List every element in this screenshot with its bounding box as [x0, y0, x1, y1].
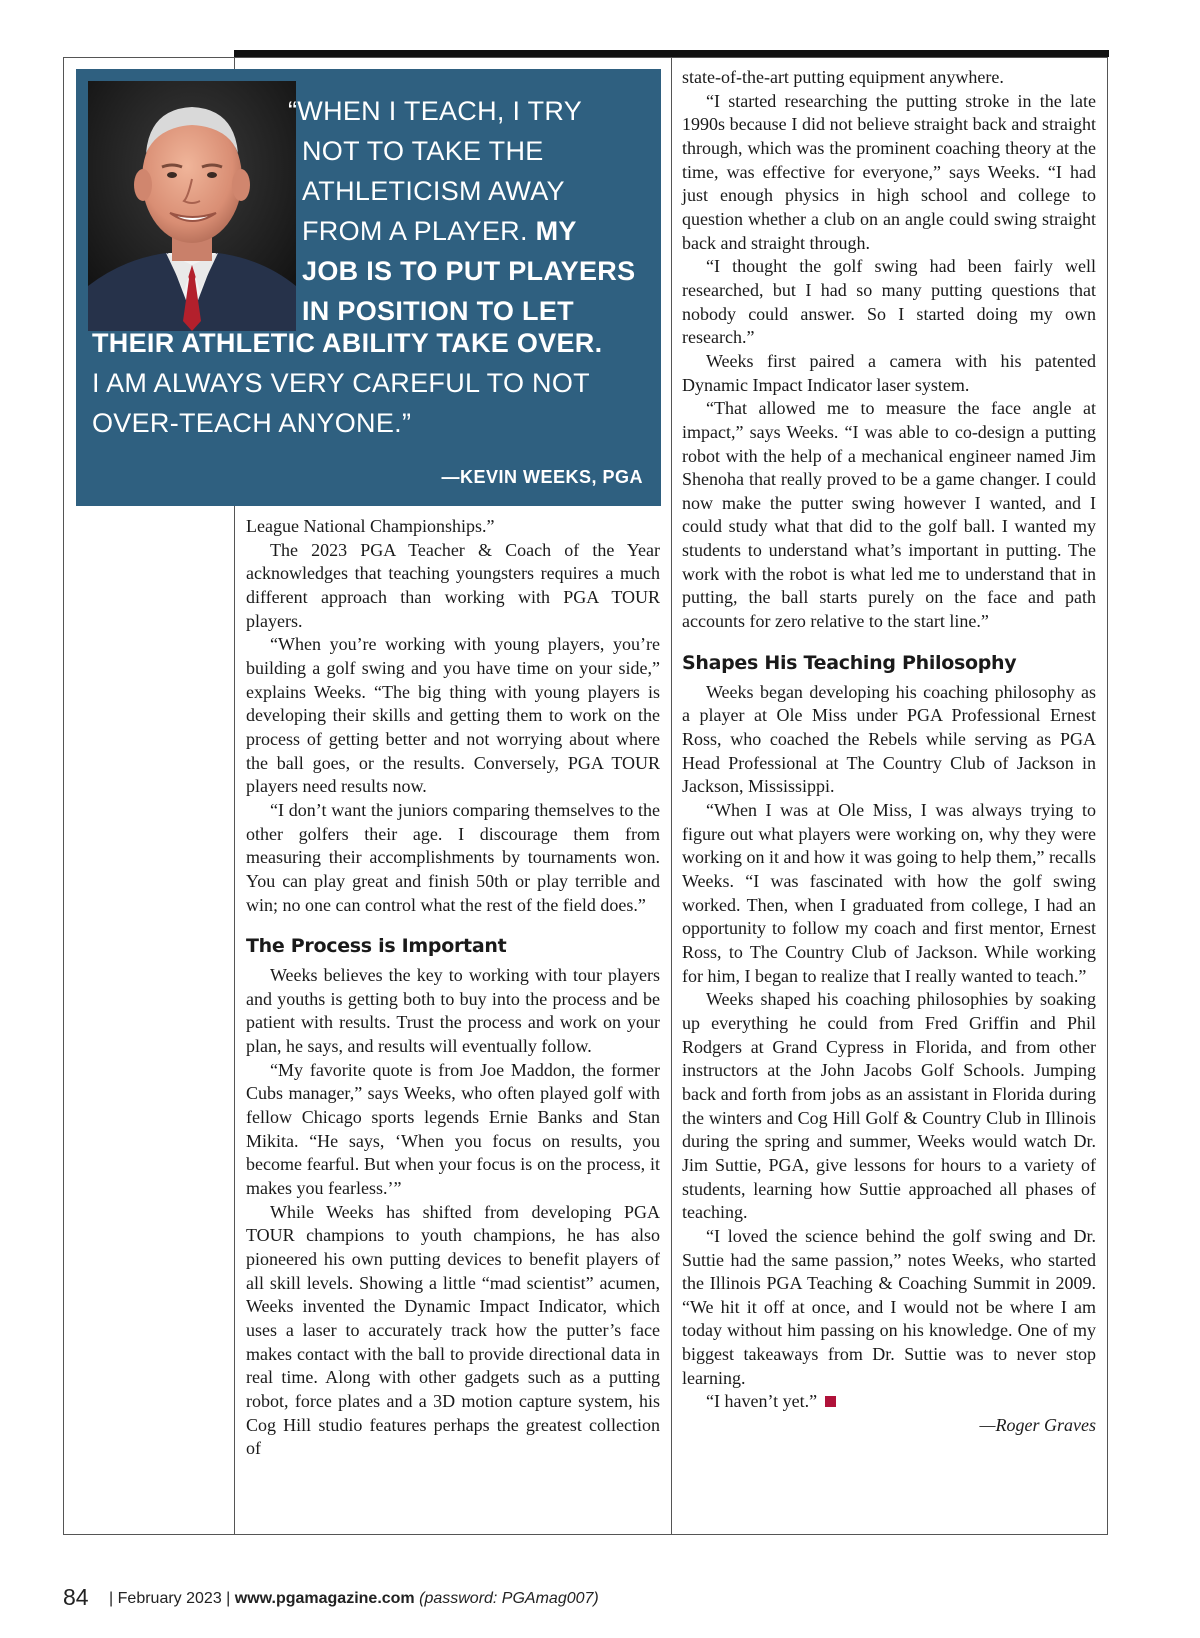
quote-line-4	[302, 211, 635, 251]
right-paragraph-6: Weeks began developing his coaching philosophy as a player at Ole Miss under PGA Professional Ernest Ross, who coached the Rebels while serving as PGA Head Professional at The Country Club of Jackson in Jackson, Mississippi.	[682, 681, 1096, 797]
end-mark-icon	[825, 1396, 836, 1407]
quote-line-3: ATHLETICISM AWAY	[302, 176, 565, 206]
section-heading-process: The Process is Important	[246, 935, 507, 958]
page-footer	[63, 1584, 599, 1611]
column-divider	[671, 57, 672, 1535]
right-text-column	[682, 66, 1096, 1438]
right-paragraph-1: state-of-the-art putting equipment anywhere.	[682, 67, 1004, 87]
portrait-image	[88, 81, 296, 331]
right-paragraph-4: Weeks first paired a camera with his patented Dynamic Impact Indicator laser system.	[682, 350, 1096, 395]
quote-line-7: THEIR ATHLETIC ABILITY TAKE OVER.	[92, 328, 603, 358]
left-paragraph-2: The 2023 PGA Teacher & Coach of the Year acknowledges that teaching youngsters requires a much different approach than working with PGA TOUR players.	[246, 539, 660, 631]
author-byline: —Roger Graves	[979, 1415, 1096, 1436]
left-paragraph-4: “I don’t want the juniors comparing themselves to the other golfers their age. I discourage them from measuring their accomplishments by tournaments won. You can play great and finish 50th or play terrible and win; no one can control what the rest of the field does.”	[246, 799, 660, 915]
pull-quote-box	[76, 69, 661, 506]
footer-password: (password: PGAmag007)	[419, 1590, 599, 1607]
left-paragraph-5: Weeks believes the key to working with tour players and youths is getting both to buy into the process and be patient with results. Trust the process and work on your plan, he says, and results will eventually follow.	[246, 965, 660, 1057]
right-paragraph-7: “When I was at Ole Miss, I was always trying to figure out what players were working on, why they were working on it and how it was going to help them,” recalls Weeks. “I was fascinated with how the golf swing worked. Then, when I graduated from college, I had an opportunity to follow my coach and first mentor, Ernest Ross, to The Country Club of Jackson. While working for him, I began to realize that I really wanted to teach.”	[682, 800, 1096, 986]
left-paragraph-7: While Weeks has shifted from developing PGA TOUR champions to youth champions, he has also pioneered his own putting devices to benefit players of all skill levels. Showing a little “mad scientist” acumen, Weeks invented the Dynamic Impact Indicator, which uses a laser to accurately track how the putter’s face makes contact with the ball to provide directional data in real time. Along with other gadgets such as a putting robot, force plates and a 3D motion capture system, his Cog Hill studio features perhaps the greatest collection of	[246, 1201, 660, 1459]
top-rule	[234, 50, 1109, 57]
left-paragraph-3: “When you’re working with young players, you’re building a golf swing and you have time on your side,” explains Weeks. “The big thing with young players is developing their skills and getting them to work on the process of getting better and not worrying about where the ball goes, or the results. Conversely, PGA TOUR players need results now.	[246, 634, 660, 797]
footer-date: | February 2023 |	[109, 1590, 231, 1607]
quote-line-5: JOB IS TO PUT PLAYERS	[302, 256, 636, 286]
quote-lower-block	[92, 323, 602, 443]
quote-line-6: IN POSITION TO LET	[302, 296, 574, 326]
quote-line-4-regular: FROM A PLAYER.	[302, 216, 528, 246]
page-number: 84	[63, 1584, 89, 1610]
quote-line-9: OVER-TEACH ANYONE.”	[92, 408, 412, 438]
left-paragraph-1: League National Championships.”	[246, 516, 495, 536]
right-paragraph-3: “I thought the golf swing had been fairly well researched, but I had so many putting questions that nobody could answer. So I started doing my own research.”	[682, 256, 1096, 348]
quote-line-8: I AM ALWAYS VERY CAREFUL TO NOT	[92, 368, 590, 398]
footer-url-link[interactable]: www.pgamagazine.com	[234, 1590, 415, 1607]
kevin-weeks-portrait	[88, 81, 296, 331]
quote-upper-block	[288, 91, 635, 331]
left-text-column	[246, 515, 660, 1461]
right-paragraph-9: “I loved the science behind the golf swing and Dr. Suttie had the same passion,” notes Weeks, who started the Illinois PGA Teaching & Coaching Summit in 2009. “We hit it off at once, and I would not be where I am today without him passing on his knowledge. One of my biggest takeaways from Dr. Suttie was to never stop learning.	[682, 1225, 1096, 1388]
quote-line-1: “WHEN I TEACH, I TRY	[288, 96, 583, 126]
quote-line-2: NOT TO TAKE THE	[302, 136, 544, 166]
section-heading-philosophy: Shapes His Teaching Philosophy	[682, 651, 1017, 674]
right-paragraph-8: Weeks shaped his coaching philosophies by soaking up everything he could from Fred Griffin and Phil Rodgers at Grand Cypress in Florida, and from other instructors at the John Jacobs Golf Schools. Jumping back and forth from jobs as an assistant in Florida during the winters and Cog Hill Golf & Country Club in Illinois during the spring and summer, Weeks would watch Dr. Jim Suttie, PGA, give lessons for hours to a variety of students, learning how Suttie approached all phases of teaching.	[682, 989, 1096, 1223]
left-paragraph-6: “My favorite quote is from Joe Maddon, the former Cubs manager,” says Weeks, who often played golf with fellow Chicago sports legends Ernie Banks and Stan Mikita. “He says, ‘When you focus on results, you become fearful. But when your focus is on the process, it makes you fearless.’”	[246, 1059, 660, 1199]
closing-quote: “I haven’t yet.”	[706, 1391, 818, 1412]
right-paragraph-10	[682, 1390, 1096, 1414]
quote-attribution: —KEVIN WEEKS, PGA	[441, 467, 643, 487]
right-paragraph-5: “That allowed me to measure the face angle at impact,” says Weeks. “I was able to co-design a putting robot with the help of a mechanical engineer named Jim Shenoha that really proved to be a game changer. I could now make the putter swing however I wanted, and I could study what that did to the golf ball. I wanted my students to understand what’s important in putting. The work with the robot is what led me to understand that in putting, the ball starts purely on the face and path accounts for zero relative to the start line.”	[682, 398, 1096, 632]
quote-line-4-bold: MY	[535, 216, 577, 246]
right-paragraph-2: “I started researching the putting stroke in the late 1990s because I did not believe straight back and straight through, which was the prominent coaching theory at the time, was effective for everyone,” says Weeks. “I had just enough physics in high school and college to question whether a club on an angle could swing straight back and straight through.	[682, 90, 1096, 253]
